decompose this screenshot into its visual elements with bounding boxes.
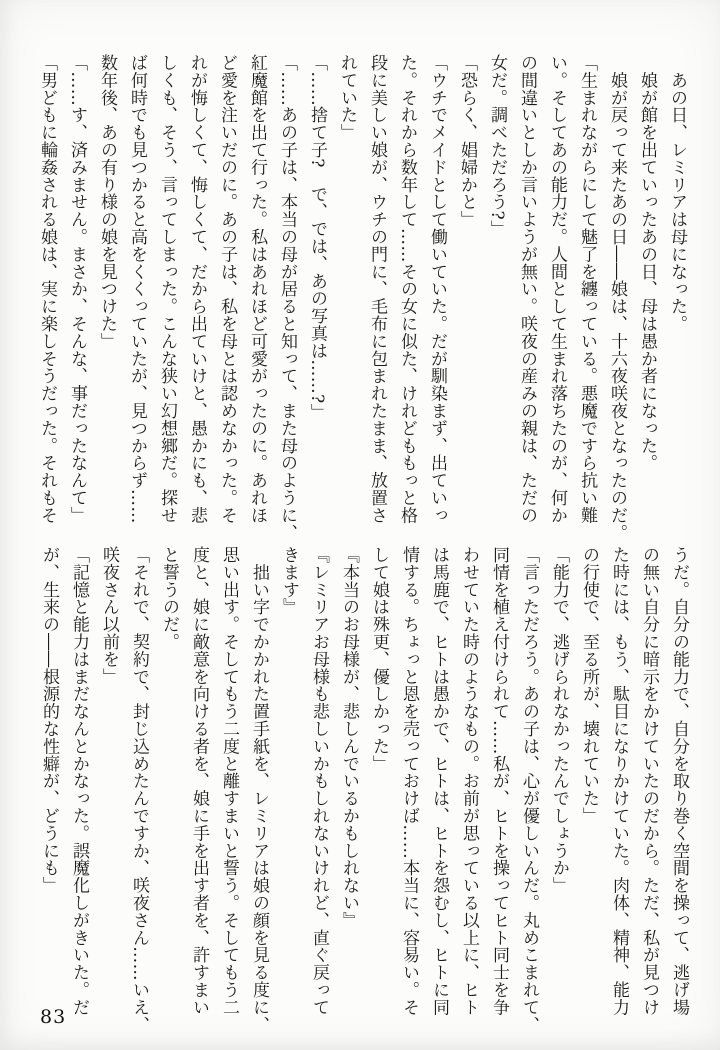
text-column: の間違いとしか言いようが無い。咲夜の産みの親は、ただの xyxy=(517,54,537,524)
text-column: 「……あの子は、本当の母が居ると知って、また母のように、 xyxy=(277,54,297,542)
text-column: が、生来の――根源的な性癖が、どうにも」 xyxy=(39,546,59,894)
text-column: 「……す、済みません。まさか、そんな、事だったなんて」 xyxy=(67,54,87,524)
text-column: 「恐らく、娼婦かと」 xyxy=(457,54,477,228)
text-column: い。そしてあの能力だ。人間として生まれ落ちたのが、何か xyxy=(547,54,567,524)
text-column: して娘は殊更、優しかった」 xyxy=(369,546,389,773)
text-column: ど愛を注いだのに。あの子は、私を母とは認めなかった。そ xyxy=(217,54,237,524)
text-column: わせていた時のようなもの。お前が思っている以上に、ヒト xyxy=(459,546,479,1016)
text-column: た時には、もう、駄目になりかけていた。肉体、精神、能力 xyxy=(609,546,629,1016)
text-column: の無い自分に暗示をかけていたのだから。ただ、私が見つけ xyxy=(639,546,659,1016)
text-column: 『レミリアお母様も悲しいかもしれないけれど、直ぐ戻って xyxy=(309,546,329,1016)
text-column: 『本当のお母様が、悲しんでいるかもしれない』 xyxy=(339,546,359,929)
text-column: 「生まれながらにして魅了を纏っている。悪魔ですら抗い難 xyxy=(577,54,597,524)
text-column: れていた」 xyxy=(337,54,357,141)
text-column: 「男どもに輪姦される娘は、実に楽しそうだった。それもそ xyxy=(37,54,57,524)
text-column: は馬鹿で、ヒトは愚かで、ヒトは、ヒトを怨むし、ヒトに同 xyxy=(429,546,449,1016)
text-column: た。それから数年して……その女に似た、けれどももっと格 xyxy=(397,54,417,524)
text-column: 咲夜さん以前を」 xyxy=(99,546,119,686)
text-column: 情する。ちょっと恩を売っておけば……本当に、容易い。そ xyxy=(399,546,419,1016)
text-column: と誓うのだ。 xyxy=(159,546,179,651)
text-column: 度と、娘に敵意を向ける者を、娘に手を出す者を、許すまい xyxy=(189,546,209,1016)
text-column: あの日、レミリアは母になった。 xyxy=(667,54,687,333)
text-column: うだ。自分の能力で、自分を取り巻く空間を操って、逃げ場 xyxy=(669,546,689,1016)
text-block-bottom xyxy=(34,546,694,1042)
text-column: 娘が館を出ていったあの日、母は愚か者になった。 xyxy=(637,54,657,472)
text-column: 「能力で、逃げられなかったんでしょうか」 xyxy=(549,546,569,894)
text-block-top xyxy=(32,54,692,550)
text-column: 段に美しい娘が、ウチの門に、毛布に包まれたまま、放置さ xyxy=(367,54,387,524)
text-column: れが悔しくて、悔しくて、だから出ていけと、愚かにも、悲 xyxy=(187,54,207,524)
text-column: 「言っただろう。あの子は、心が優しいんだ。丸めこまれて、 xyxy=(519,546,539,1034)
text-column: 「……捨て子? で、では、あの写真は……?」 xyxy=(307,54,327,422)
text-column: ば何時でも見つかると高をくくっていたが、見つからず…… xyxy=(127,54,147,524)
text-column: 「記憶と能力はまだなんとかなった。誤魔化しがきいた。だ xyxy=(69,546,89,1016)
text-column: 拙い字でかかれた置手紙を、レミリアは娘の顔を見る度に、 xyxy=(249,546,269,1034)
text-column: 「ウチでメイドとして働いていた。だが馴染まず、出ていっ xyxy=(427,54,447,524)
text-column: 同情を植え付けられて……私が、ヒトを操ってヒト同士を争 xyxy=(489,546,509,1016)
page-number: 83 xyxy=(40,1006,67,1028)
text-column: 女だ。調べただろう?」 xyxy=(487,54,507,238)
text-column: 「それで、契約で、封じ込めたんですか、咲夜さん……いえ、 xyxy=(129,546,149,1034)
text-column: 娘が戻って来たあの日――娘は、十六夜咲夜となったのだ。 xyxy=(607,54,627,542)
text-column: 数年後、あの有り様の娘を見つけた」 xyxy=(97,54,117,350)
text-column: 紅魔館を出て行った。私はあれほど可愛がったのに。あれほ xyxy=(247,54,267,524)
text-column: 思い出す。そしてもう二度と離すまいと誓う。そしてもう二 xyxy=(219,546,239,1016)
text-column: きます』 xyxy=(279,546,299,616)
text-column: の行使で、至る所が、壊れていた」 xyxy=(579,546,599,825)
text-column: しくも、そう、言ってしまった。こんな狭い幻想郷だ。探せ xyxy=(157,54,177,524)
